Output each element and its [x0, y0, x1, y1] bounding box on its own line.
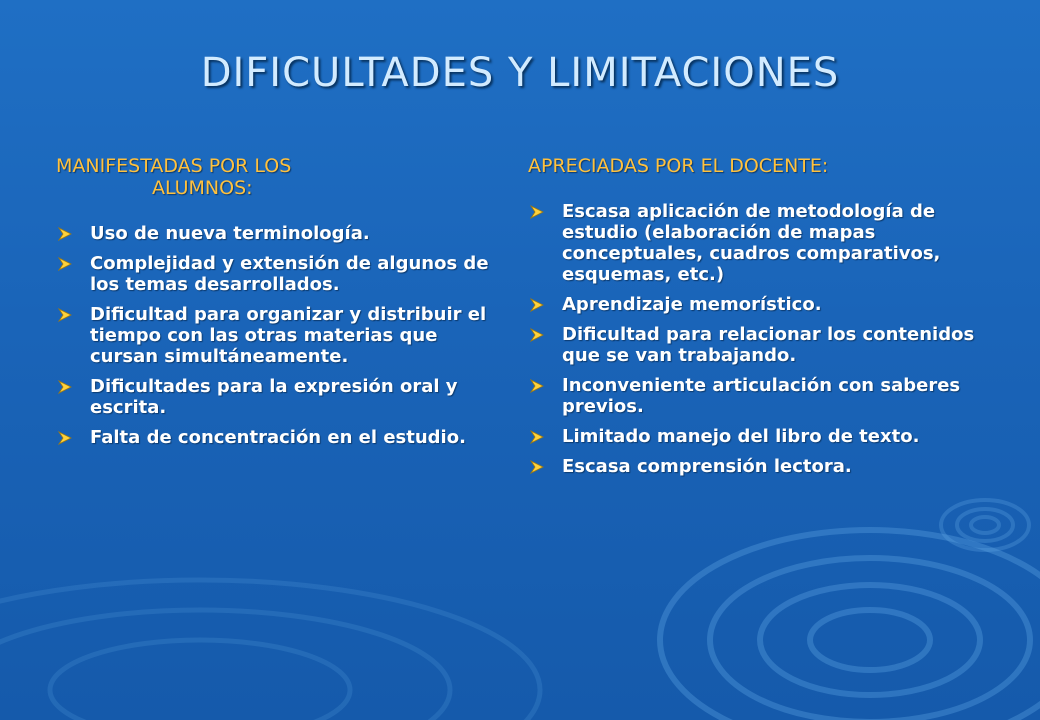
teacher-column — [528, 155, 988, 486]
arrow-bullet-icon — [58, 380, 72, 394]
list-item: Dificultades para la expresión oral y escrita. — [56, 376, 506, 418]
list-item: Dificultad para organizar y distribuir el tiempo con las otras materias que cursan simultáneamente. — [56, 304, 506, 367]
students-column — [56, 155, 506, 457]
arrow-bullet-icon — [58, 308, 72, 322]
arrow-bullet-icon — [530, 298, 544, 312]
students-heading — [56, 155, 506, 199]
teacher-list — [528, 201, 988, 477]
teacher-heading: APRECIADAS POR EL DOCENTE: — [528, 155, 829, 177]
list-item: Complejidad y extensión de algunos de los temas desarrollados. — [56, 253, 506, 295]
arrow-bullet-icon — [530, 460, 544, 474]
list-item: Limitado manejo del libro de texto. — [528, 426, 988, 447]
arrow-bullet-icon — [530, 430, 544, 444]
list-item: Escasa aplicación de metodología de estudio (elaboración de mapas conceptuales, cuadros comparativos, esquemas, etc.) — [528, 201, 988, 285]
arrow-bullet-icon — [530, 379, 544, 393]
arrow-bullet-icon — [530, 328, 544, 342]
list-item: Aprendizaje memorístico. — [528, 294, 988, 315]
list-item: Dificultad para relacionar los contenidos que se van trabajando. — [528, 324, 988, 366]
arrow-bullet-icon — [58, 431, 72, 445]
students-heading-line1: MANIFESTADAS POR LOS — [56, 155, 292, 177]
list-item: Uso de nueva terminología. — [56, 223, 506, 244]
arrow-bullet-icon — [58, 227, 72, 241]
list-item: Escasa comprensión lectora. — [528, 456, 988, 477]
list-item: Inconveniente articulación con saberes previos. — [528, 375, 988, 417]
students-list — [56, 223, 506, 448]
arrow-bullet-icon — [58, 257, 72, 271]
list-item: Falta de concentración en el estudio. — [56, 427, 506, 448]
slide-title: DIFICULTADES Y LIMITACIONES — [200, 50, 840, 96]
arrow-bullet-icon — [530, 205, 544, 219]
students-heading-line2: ALUMNOS: — [152, 177, 253, 199]
